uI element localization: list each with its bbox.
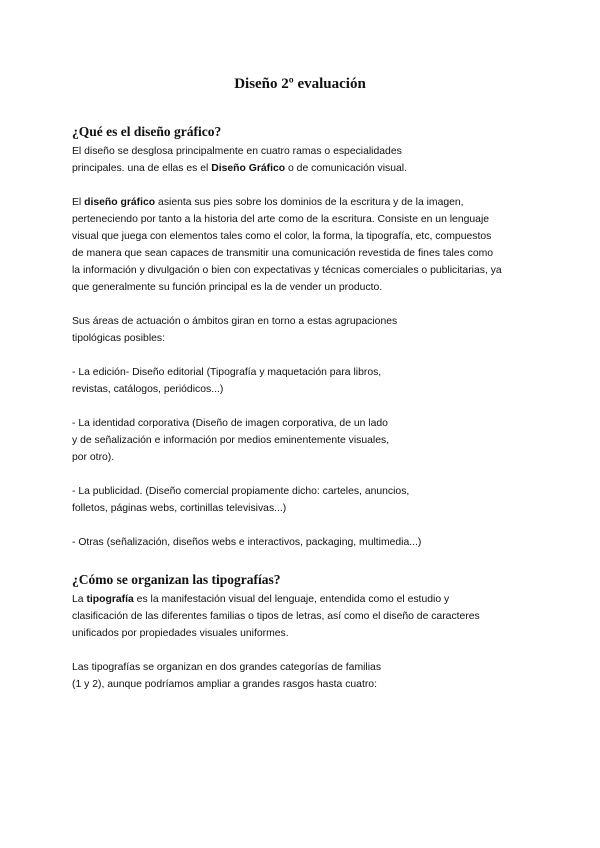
text-line: folletos, páginas webs, cortinillas televisivas...) [72, 503, 287, 514]
text-fragment: La [72, 594, 87, 605]
list-item-edition [72, 364, 532, 398]
bold-term: tipografía [86, 594, 134, 605]
text-line: la información y divulgación o bien con expectativas y técnicas comerciales o publicitarias, ya [72, 265, 502, 276]
list-item-advertising [72, 483, 532, 517]
section-heading-typography-organization: ¿Cómo se organizan las tipografías? [72, 572, 281, 587]
text-line: Las tipografías se organizan en dos grandes categorías de familias [72, 662, 382, 673]
section-heading-what-is-graphic-design: ¿Qué es el diseño gráfico? [72, 124, 222, 139]
text-line: tipológicas posibles: [72, 333, 165, 344]
list-item-others [72, 534, 532, 551]
text-line: - La publicidad. (Diseño comercial propiamente dicho: carteles, anuncios, [72, 486, 410, 497]
text-line: (1 y 2), aunque podríamos ampliar a grandes rasgos hasta cuatro: [72, 679, 377, 690]
paragraph-areas [72, 313, 532, 347]
text-line: y de señalización e información por medios eminentemente visuales, [72, 435, 390, 446]
text-line: visual que juega con elementos tales como el color, la forma, la tipografía, etc, compuestos [72, 231, 492, 242]
text-line: de manera que sean capaces de transmitir una comunicación revestida de fines tales como [72, 248, 494, 259]
text-fragment: principales. una de ellas es el [72, 163, 212, 174]
text-line: - Otras (señalización, diseños webs e interactivos, packaging, multimedia...) [72, 537, 422, 548]
text-line: El diseño se desglosa principalmente en cuatro ramas o especialidades [72, 146, 402, 157]
text-line: por otro). [72, 452, 115, 463]
text-line: Sus áreas de actuación o ámbitos giran en torno a estas agrupaciones [72, 316, 398, 327]
text-fragment: El [72, 197, 85, 208]
text-line: perteneciendo por tanto a la historia del arte como de la escritura. Consiste en un lenguaje [72, 214, 490, 225]
paragraph-intro [72, 143, 532, 177]
bold-term: diseño gráfico [84, 197, 156, 208]
text-line [72, 591, 532, 608]
text-line: que generalmente su función principal es la de vender un producto. [72, 282, 383, 293]
text-line: - La edición- Diseño editorial (Tipografía y maquetación para libros, [72, 367, 382, 378]
bold-term: Diseño Gráfico [211, 163, 286, 174]
text-line: unificados por propiedades visuales uniformes. [72, 628, 289, 639]
document-title: Diseño 2º evaluación [234, 76, 366, 92]
paragraph-typography-categories [72, 659, 532, 693]
text-line: revistas, catálogos, periódicos...) [72, 384, 224, 395]
paragraph-graphic-design-definition [72, 194, 532, 296]
text-fragment: asienta sus pies sobre los dominios de la escritura y de la imagen, [155, 197, 464, 208]
text-line: clasificación de las diferentes familias o tipos de letras, así como el diseño de caracteres [72, 611, 480, 622]
text-line [72, 194, 532, 211]
text-line: - La identidad corporativa (Diseño de imagen corporativa, de un lado [72, 418, 388, 429]
list-item-corporate-identity [72, 415, 532, 466]
paragraph-typography-definition [72, 591, 532, 642]
text-line [72, 160, 532, 177]
text-fragment: o de comunicación visual. [285, 163, 407, 174]
text-fragment: es la manifestación visual del lenguaje, entendida como el estudio y [133, 594, 450, 605]
